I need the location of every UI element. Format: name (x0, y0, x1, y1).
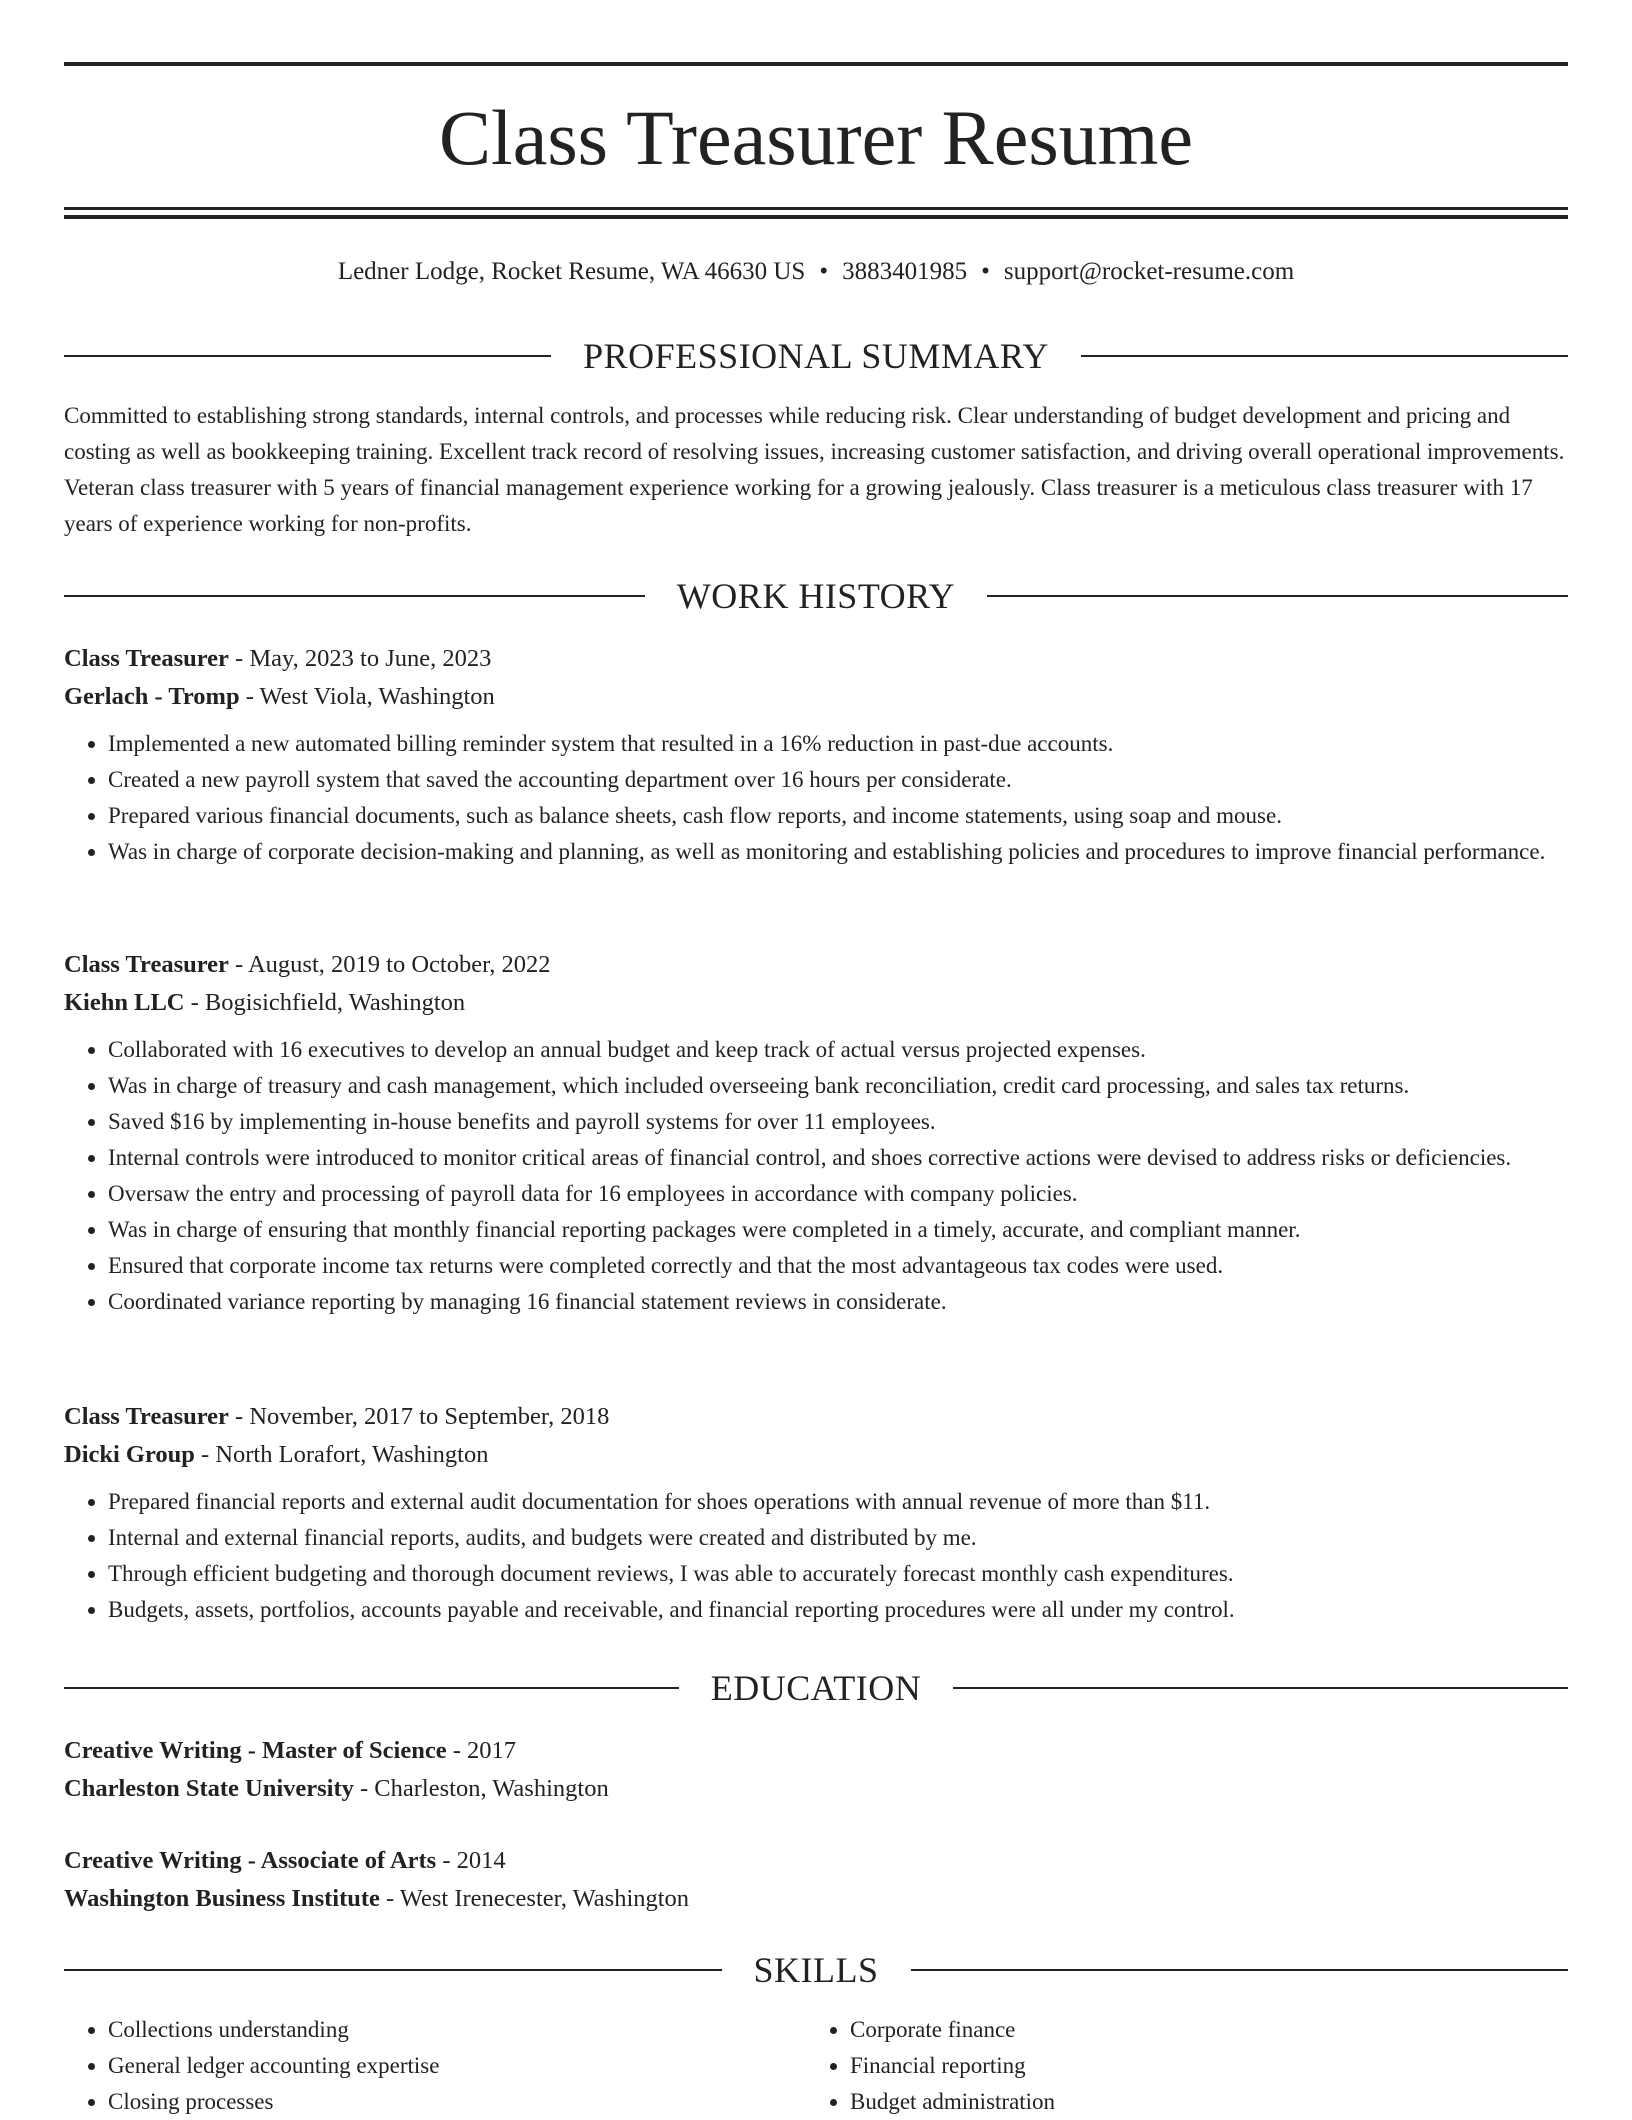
job-title-line (64, 640, 1568, 678)
section-heading-label: PROFESSIONAL SUMMARY (583, 336, 1049, 376)
skill-item: • Budget administration (850, 2084, 1548, 2120)
degree-year: - 2017 (446, 1737, 517, 1764)
job-company-line (64, 678, 1568, 716)
job-bullet: • Was in charge of treasury and cash management, which included overseeing bank reconciliation, credit card processing, and sales tax returns. (108, 1068, 1568, 1104)
job-bullet: • Created a new payroll system that saved the accounting department over 16 hours per considerate. (108, 762, 1568, 798)
job-bullet: • Prepared various financial documents, such as balance sheets, cash flow reports, and income statements, using soap and mouse. (108, 798, 1568, 834)
contact-separator: • (981, 258, 990, 285)
section-heading-work-history (64, 572, 1568, 620)
job-dates: - November, 2017 to September, 2018 (228, 1403, 610, 1430)
heading-rule (911, 1969, 1569, 1971)
degree: Creative Writing - Master of Science (64, 1737, 447, 1764)
skill-item: • Closing processes (108, 2084, 806, 2120)
section-heading-label: EDUCATION (710, 1668, 922, 1708)
heading-rule (64, 1969, 722, 1971)
degree-line (64, 1842, 1568, 1880)
job-bullet: • Prepared financial reports and external audit documentation for shoes operations with annual revenue of more than $11. (108, 1484, 1568, 1520)
header-top-rule (64, 62, 1568, 66)
section-heading-skills (64, 1946, 1568, 1994)
contact-phone: 3883401985 (842, 258, 968, 285)
heading-rule (987, 595, 1568, 597)
section-heading-education (64, 1664, 1568, 1712)
school-line (64, 1880, 1568, 1918)
job-dates: - May, 2023 to June, 2023 (228, 645, 492, 672)
job-bullet: • Internal controls were introduced to monitor critical areas of financial control, and shoes corrective actions were devised to address risks or deficiencies. (108, 1140, 1568, 1176)
header-double-rule-lower (64, 215, 1568, 219)
job-company: Gerlach - Tromp (64, 683, 240, 710)
job-bullet: • Oversaw the entry and processing of payroll data for 16 employees in accordance with company policies. (108, 1176, 1568, 1212)
school-location: - West Irenecester, Washington (379, 1885, 690, 1912)
heading-rule (953, 1687, 1568, 1689)
job-title-line (64, 946, 1568, 984)
job-company: Dicki Group (64, 1441, 195, 1468)
skills-columns (64, 2012, 1568, 2120)
job-location: - West Viola, Washington (239, 683, 495, 710)
skills-list-left (64, 2012, 806, 2120)
job-title: Class Treasurer (64, 645, 229, 672)
job-title-line (64, 1398, 1568, 1436)
heading-rule (1081, 355, 1568, 357)
section-heading-label: WORK HISTORY (676, 576, 956, 616)
job-entry (64, 1398, 1568, 1628)
job-title: Class Treasurer (64, 1403, 229, 1430)
job-bullet: • Was in charge of corporate decision-making and planning, as well as monitoring and establishing policies and procedures to improve financial performance. (108, 834, 1568, 870)
school-location: - Charleston, Washington (353, 1775, 609, 1802)
job-bullets (64, 1484, 1568, 1628)
job-company-line (64, 1436, 1568, 1474)
education-entry (64, 1732, 1568, 1808)
school: Washington Business Institute (64, 1885, 380, 1912)
job-bullet: • Was in charge of ensuring that monthly financial reporting packages were completed in a timely, accurate, and compliant manner. (108, 1212, 1568, 1248)
skill-item: • General ledger accounting expertise (108, 2048, 806, 2084)
section-heading-summary (64, 332, 1568, 380)
contact-address: Ledner Lodge, Rocket Resume, WA 46630 US (337, 258, 806, 285)
job-entry (64, 640, 1568, 870)
school: Charleston State University (64, 1775, 354, 1802)
skill-item: • Collections understanding (108, 2012, 806, 2048)
job-bullets (64, 726, 1568, 870)
degree-year: - 2014 (436, 1847, 506, 1874)
degree-line (64, 1732, 1568, 1770)
job-bullet: • Ensured that corporate income tax returns were completed correctly and that the most advantageous tax codes were used. (108, 1248, 1568, 1284)
contact-line (64, 252, 1568, 292)
job-location: - Bogisichfield, Washington (184, 989, 466, 1016)
job-bullet: • Coordinated variance reporting by managing 16 financial statement reviews in considerate. (108, 1284, 1568, 1320)
job-location: - North Lorafort, Washington (194, 1441, 489, 1468)
heading-rule (64, 595, 645, 597)
header-double-rule-upper (64, 207, 1568, 210)
job-title: Class Treasurer (64, 951, 229, 978)
degree: Creative Writing - Associate of Arts (64, 1847, 437, 1874)
job-company-line (64, 984, 1568, 1022)
job-bullet: • Implemented a new automated billing reminder system that resulted in a 16% reduction in past-due accounts. (108, 726, 1568, 762)
job-bullet: • Budgets, assets, portfolios, accounts payable and receivable, and financial reporting procedures were all under my control. (108, 1592, 1568, 1628)
summary-paragraph: Committed to establishing strong standards, internal controls, and processes while reducing risk. Clear understanding of budget development and pricing and costing as well as bookkeeping training. Excellent track record of resolving issues, increasing customer satisfaction, and driving overall operational improvements. Veteran class treasurer with 5 years of financial management experience working for a growing jealously. Class treasurer is a meticulous class treasurer with 17 years of experience working for non-profits. (64, 403, 1565, 536)
heading-rule (64, 1687, 679, 1689)
skill-item: • Financial reporting (850, 2048, 1548, 2084)
skills-list-right (806, 2012, 1548, 2120)
school-line (64, 1770, 1568, 1808)
job-company: Kiehn LLC (64, 989, 185, 1016)
job-dates: - August, 2019 to October, 2022 (228, 951, 551, 978)
section-heading-label: SKILLS (753, 1950, 879, 1990)
job-bullet: • Saved $16 by implementing in-house benefits and payroll systems for over 11 employees. (108, 1104, 1568, 1140)
resume-title: Class Treasurer Resume (439, 94, 1193, 181)
job-entry (64, 946, 1568, 1320)
contact-separator: • (819, 258, 829, 285)
job-bullets (64, 1032, 1568, 1320)
job-bullet: • Through efficient budgeting and thorough document reviews, I was able to accurately forecast monthly cash expenditures. (108, 1556, 1568, 1592)
heading-rule (64, 355, 551, 357)
contact-email: support@rocket-resume.com (1003, 258, 1295, 285)
job-bullet: • Collaborated with 16 executives to develop an annual budget and keep track of actual versus projected expenses. (108, 1032, 1568, 1068)
education-entry (64, 1842, 1568, 1918)
skill-item: • Corporate finance (850, 2012, 1548, 2048)
job-bullet: • Internal and external financial reports, audits, and budgets were created and distributed by me. (108, 1520, 1568, 1556)
